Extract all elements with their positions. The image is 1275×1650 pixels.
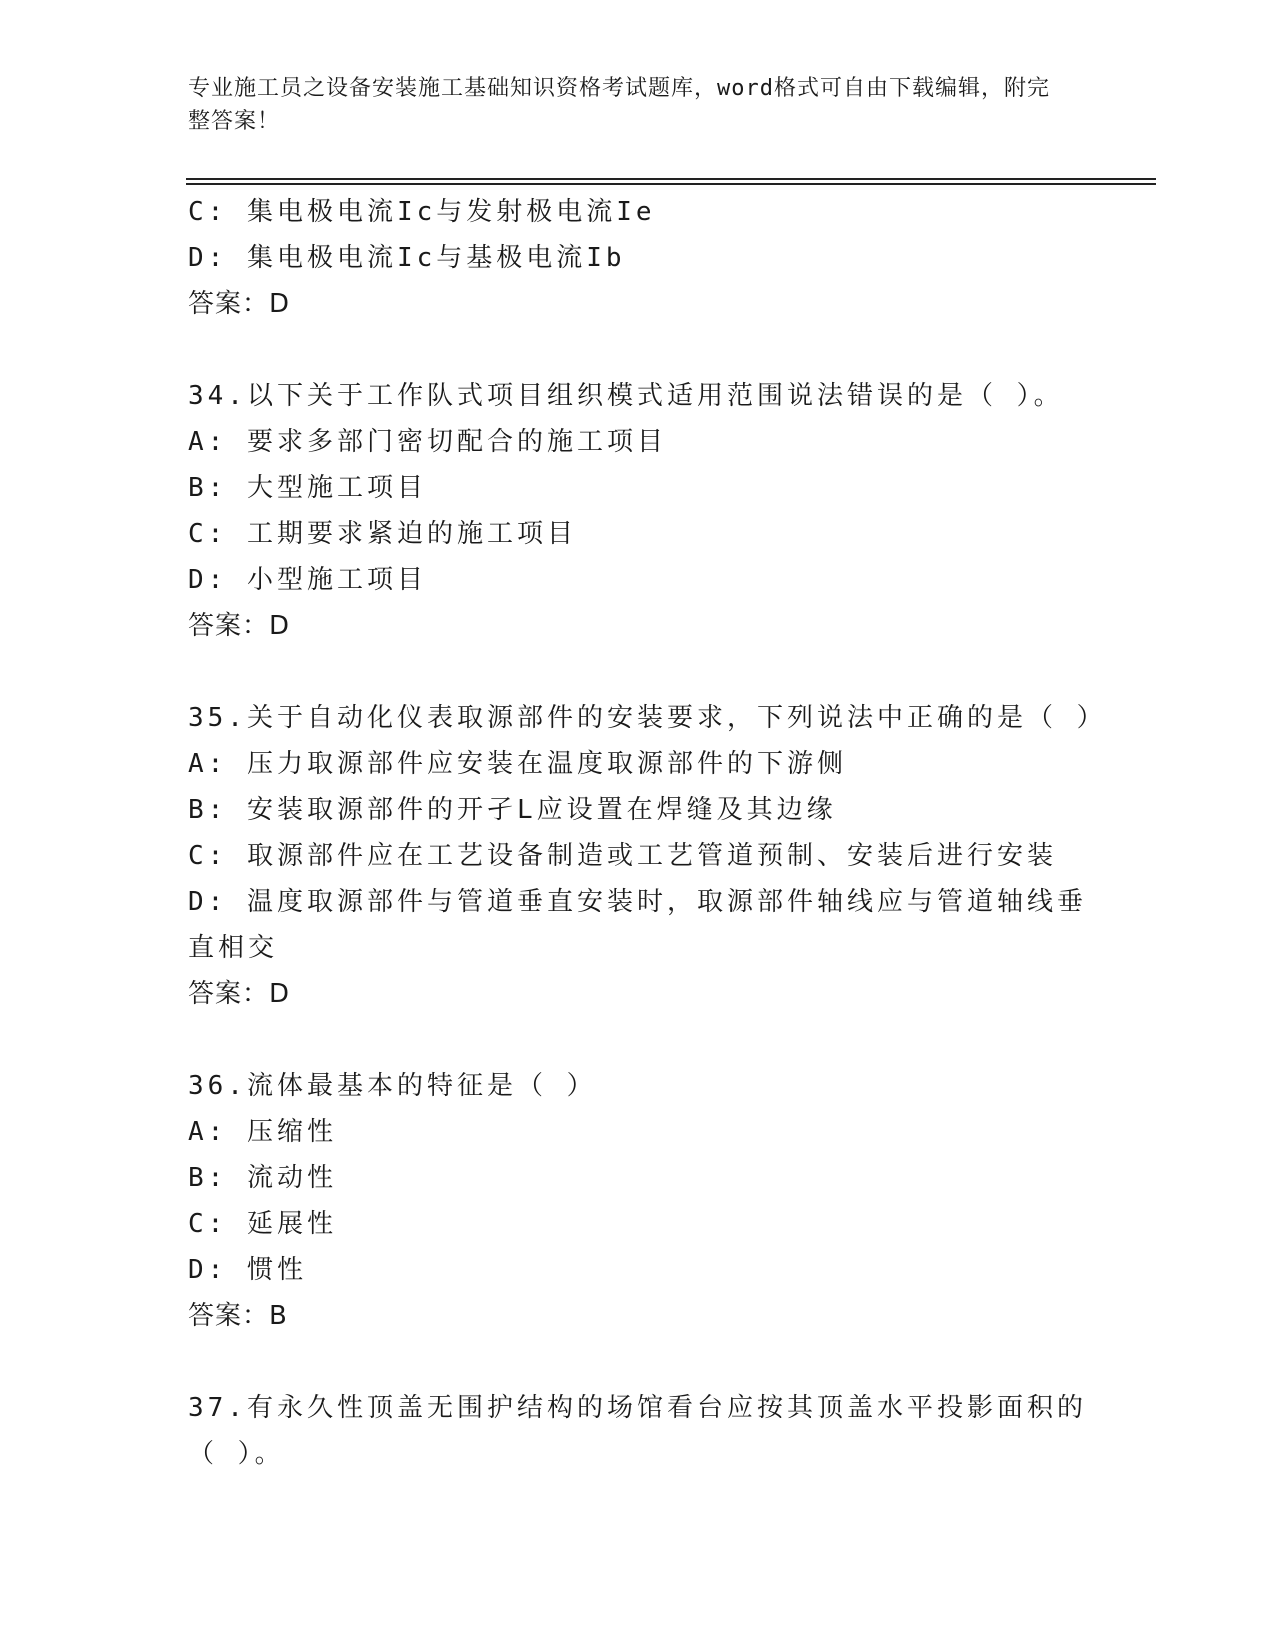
- option-c: C: 延展性: [188, 1209, 337, 1239]
- question-34: [188, 373, 1088, 649]
- spacer: [188, 649, 1088, 695]
- question-37: [188, 1385, 1088, 1477]
- option-d: D: 惯性: [188, 1255, 307, 1285]
- question-text: 36.流体最基本的特征是（ ）: [188, 1071, 597, 1101]
- option-c: C: 集电极电流Ic与发射极电流Ie: [188, 197, 656, 227]
- spacer: [188, 1017, 1088, 1063]
- option-b: B: 安装取源部件的开孑L应设置在焊缝及其边缘: [188, 795, 837, 825]
- option-d: D: 集电极电流Ic与基极电流Ib: [188, 243, 626, 273]
- answer: 答案：B: [188, 1301, 288, 1331]
- question-list: [188, 189, 1107, 1477]
- spacer: [188, 327, 1088, 373]
- question-33-fragment: [188, 189, 1088, 327]
- spacer: [188, 1339, 1088, 1385]
- answer: 答案：D: [188, 289, 291, 319]
- option-c: C: 工期要求紧迫的施工项目: [188, 519, 577, 549]
- question-36: [188, 1063, 1088, 1339]
- option-a: A: 压缩性: [188, 1117, 337, 1147]
- answer: 答案：D: [188, 611, 291, 641]
- header-rule-top: [186, 178, 1156, 180]
- option-b: B: 流动性: [188, 1163, 337, 1193]
- question-35: [188, 695, 1107, 1017]
- answer: 答案：D: [188, 979, 291, 1009]
- document-header: 专业施工员之设备安装施工基础知识资格考试题库，word格式可自由下载编辑，附完整答案！: [188, 76, 1050, 134]
- option-d: D: 小型施工项目: [188, 565, 427, 595]
- option-d: D: 温度取源部件与管道垂直安装时，取源部件轴线应与管道轴线垂直相交: [188, 887, 1087, 963]
- option-c: C: 取源部件应在工艺设备制造或工艺管道预制、安装后进行安装: [188, 841, 1057, 871]
- header-rule-bottom: [186, 183, 1156, 185]
- option-a: A: 压力取源部件应安装在温度取源部件的下游侧: [188, 749, 847, 779]
- option-b: B: 大型施工项目: [188, 473, 427, 503]
- question-text: 37.有永久性顶盖无围护结构的场馆看台应按其顶盖水平投影面积的（ ）。: [188, 1393, 1087, 1469]
- option-a: A: 要求多部门密切配合的施工项目: [188, 427, 667, 457]
- question-text: 34.以下关于工作队式项目组织模式适用范围说法错误的是（ ）。: [188, 381, 1064, 411]
- question-text: 35.关于自动化仪表取源部件的安装要求，下列说法中正确的是（ ）: [188, 703, 1107, 733]
